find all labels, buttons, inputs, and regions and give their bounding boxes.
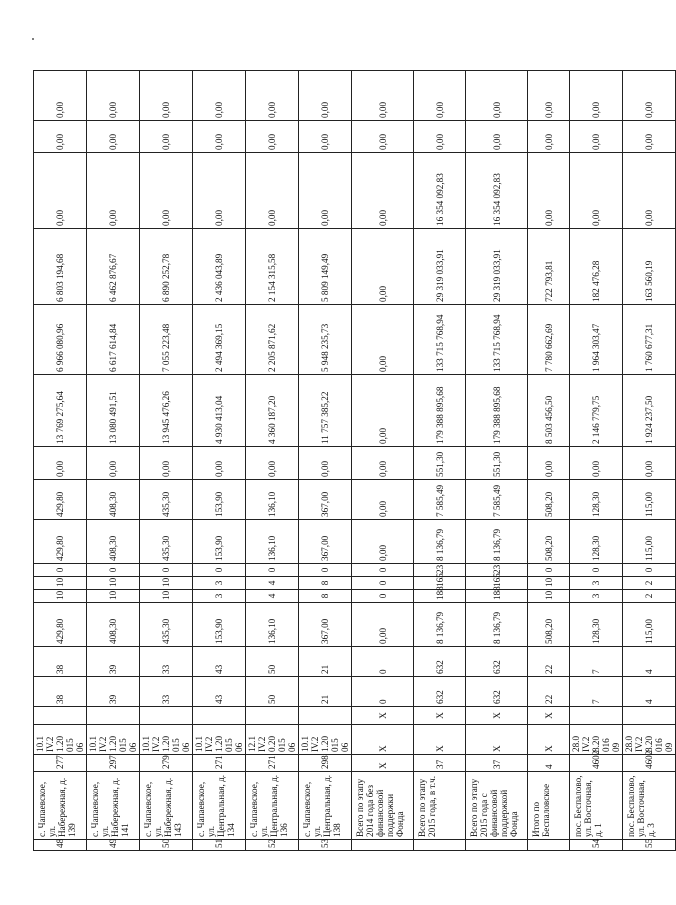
cell-col10: 23 [466, 564, 528, 577]
cell-col10: 0 [528, 564, 570, 577]
cell-col19: 0,00 [570, 71, 623, 121]
cell-wall: X [414, 725, 466, 755]
cell-col8: 4 [246, 590, 299, 603]
cell-col16: 6 462 876,67 [87, 229, 140, 305]
cell-col15: 7 780 662,69 [528, 305, 570, 375]
cell-year: 279 [140, 755, 193, 772]
cell-col6: 21 [299, 647, 352, 677]
cell-col7: 8 136,79 [466, 603, 528, 647]
cell-col13: 0,00 [570, 447, 623, 480]
table-body [34, 71, 676, 851]
table-row [87, 71, 140, 851]
cell-no [528, 840, 570, 851]
cell-address: с. Чапаевское, ул. Набережная, д. 139 [34, 772, 87, 840]
cell-col8: 3 [193, 590, 246, 603]
cell-col11: 128,30 [570, 520, 623, 564]
cell-col10: 23 [414, 564, 466, 577]
table-row [528, 71, 570, 851]
cell-col8: 10 [528, 590, 570, 603]
cell-address: Всего по этапу 2014 года без финансовой поддержки Фонда [352, 772, 414, 840]
cell-year: 37 [414, 755, 466, 772]
cell-no: 49 [87, 840, 140, 851]
cell-col17: 0,00 [299, 153, 352, 229]
cell-col8: 3 [570, 590, 623, 603]
cell-no: 54 [570, 840, 623, 851]
cell-col11: 153,90 [193, 520, 246, 564]
table-row [623, 71, 676, 851]
cell-col10: 0 [140, 564, 193, 577]
cell-no: 48 [34, 840, 87, 851]
cell-col8: 10 [34, 590, 87, 603]
cell-col14: 179 388 895,68 [414, 375, 466, 447]
cell-col6: 39 [87, 647, 140, 677]
cell-col18: 0,00 [352, 121, 414, 153]
resettlement-table [33, 70, 676, 851]
cell-col9: 10 [34, 577, 87, 590]
cell-col18: 0,00 [528, 121, 570, 153]
cell-col12: 367,00 [299, 480, 352, 520]
cell-col16: 182 476,28 [570, 229, 623, 305]
cell-col9: 10 [140, 577, 193, 590]
cell-col16: 0,00 [352, 229, 414, 305]
cell-no: 51 [193, 840, 246, 851]
cell-col14: 11 757 385,22 [299, 375, 352, 447]
cell-address: с. Чапаевское, ул. Центральная, д. 136 [246, 772, 299, 840]
cell-no: 52 [246, 840, 299, 851]
cell-col4 [246, 707, 299, 725]
cell-col15: 7 055 223,48 [140, 305, 193, 375]
cell-col19: 0,00 [87, 71, 140, 121]
cell-wall: 12.1 IV.2 0.20 015 06 [246, 725, 299, 755]
cell-address: Итого по Беспаловское [528, 772, 570, 840]
cell-col4: X [466, 707, 528, 725]
table-row [570, 71, 623, 851]
cell-year: 4602 [623, 755, 676, 772]
cell-col16: 6 803 194,68 [34, 229, 87, 305]
cell-address: с. Чапаевское, ул. Центральная, д. 134 [193, 772, 246, 840]
cell-col14: 13 945 476,26 [140, 375, 193, 447]
cell-col11: 435,30 [140, 520, 193, 564]
cell-no: 55 [623, 840, 676, 851]
cell-col14: 8 503 456,50 [528, 375, 570, 447]
cell-col5: 21 [299, 677, 352, 707]
cell-col11: 408,30 [87, 520, 140, 564]
cell-address: пос. Беспалово, ул. Восточная, д. 3 [623, 772, 676, 840]
cell-col19: 0,00 [466, 71, 528, 121]
cell-col17: 0,00 [87, 153, 140, 229]
table-row [140, 71, 193, 851]
cell-col6: 7 [570, 647, 623, 677]
cell-col13: 0,00 [193, 447, 246, 480]
cell-col16: 6 890 252,78 [140, 229, 193, 305]
cell-address: пос. Беспалово, ул. Восточная, д. 1 [570, 772, 623, 840]
cell-col13: 0,00 [352, 447, 414, 480]
cell-col17: 0,00 [193, 153, 246, 229]
cell-col12: 408,30 [87, 480, 140, 520]
cell-col17: 0,00 [570, 153, 623, 229]
cell-col17: 16 354 092,83 [466, 153, 528, 229]
cell-col5: 38 [34, 677, 87, 707]
cell-col15: 5 948 235,73 [299, 305, 352, 375]
table-row [34, 71, 87, 851]
cell-col7: 128,30 [570, 603, 623, 647]
cell-col14: 4 930 413,04 [193, 375, 246, 447]
cell-col5: 632 [414, 677, 466, 707]
cell-col5: 33 [140, 677, 193, 707]
cell-col7: 429,80 [34, 603, 87, 647]
cell-col17: 0,00 [246, 153, 299, 229]
cell-address: Всего по этапу 2015 года с финансовой поддержкой Фонда [466, 772, 528, 840]
cell-wall: 10.1 IV.2 1.20 015 06 [34, 725, 87, 755]
cell-year: 4602 [570, 755, 623, 772]
cell-col12: 435,30 [140, 480, 193, 520]
cell-col14: 2 146 779,75 [570, 375, 623, 447]
cell-col10: 0 [87, 564, 140, 577]
cell-col9: 8 [299, 577, 352, 590]
cell-col6: 0 [352, 647, 414, 677]
cell-col18: 0,00 [193, 121, 246, 153]
cell-col15: 6 617 614,84 [87, 305, 140, 375]
cell-col5: 4 [623, 677, 676, 707]
cell-year: 298 [299, 755, 352, 772]
cell-col15: 0,00 [352, 305, 414, 375]
cell-col10: 0 [570, 564, 623, 577]
cell-col18: 0,00 [87, 121, 140, 153]
cell-col6: 632 [466, 647, 528, 677]
table-row [299, 71, 352, 851]
cell-col11: 115,00 [623, 520, 676, 564]
cell-col5: 39 [87, 677, 140, 707]
cell-col7: 435,30 [140, 603, 193, 647]
cell-col6: 43 [193, 647, 246, 677]
cell-col4: X [352, 707, 414, 725]
cell-year: 4 [528, 755, 570, 772]
cell-col9: 165 [414, 577, 466, 590]
cell-col14: 13 769 275,64 [34, 375, 87, 447]
cell-col5: 50 [246, 677, 299, 707]
cell-wall: X [352, 725, 414, 755]
cell-col7: 115,00 [623, 603, 676, 647]
cell-col8: 0 [352, 590, 414, 603]
cell-col19: 0,00 [193, 71, 246, 121]
cell-col19: 0,00 [34, 71, 87, 121]
cell-col7: 153,90 [193, 603, 246, 647]
scan-speck [32, 38, 34, 40]
cell-col15: 1 760 677,31 [623, 305, 676, 375]
cell-col9: 4 [246, 577, 299, 590]
cell-col4 [140, 707, 193, 725]
cell-col6: 632 [414, 647, 466, 677]
cell-col14: 1 924 237,50 [623, 375, 676, 447]
cell-col12: 508,20 [528, 480, 570, 520]
cell-col8: 188 [466, 590, 528, 603]
cell-col4 [87, 707, 140, 725]
cell-col10: 0 [34, 564, 87, 577]
cell-col18: 0,00 [466, 121, 528, 153]
cell-col16: 5 809 149,49 [299, 229, 352, 305]
cell-col13: 0,00 [140, 447, 193, 480]
cell-col16: 2 154 315,58 [246, 229, 299, 305]
cell-col15: 2 205 871,62 [246, 305, 299, 375]
cell-col13: 0,00 [528, 447, 570, 480]
cell-col14: 4 360 187,20 [246, 375, 299, 447]
cell-wall: 28.0 IV.2 8.20 016 09 [623, 725, 676, 755]
cell-col12: 153,90 [193, 480, 246, 520]
cell-no: 53 [299, 840, 352, 851]
cell-wall: 28.0 IV.2 8.20 016 09 [570, 725, 623, 755]
cell-col19: 0,00 [246, 71, 299, 121]
cell-wall: 10.1 IV.2 1.20 015 06 [299, 725, 352, 755]
cell-col16: 29 319 033,91 [466, 229, 528, 305]
cell-col12: 136,10 [246, 480, 299, 520]
cell-address: с. Чапаевское, ул. Набережная, д. 143 [140, 772, 193, 840]
cell-col6: 4 [623, 647, 676, 677]
cell-col12: 429,80 [34, 480, 87, 520]
cell-col8: 10 [140, 590, 193, 603]
cell-col19: 0,00 [414, 71, 466, 121]
cell-col4 [34, 707, 87, 725]
cell-col11: 429,80 [34, 520, 87, 564]
cell-col11: 0,00 [352, 520, 414, 564]
cell-col15: 1 964 303,47 [570, 305, 623, 375]
cell-year: 271 [193, 755, 246, 772]
cell-col4: X [414, 707, 466, 725]
cell-col16: 29 319 033,91 [414, 229, 466, 305]
cell-wall: X [528, 725, 570, 755]
cell-year: 271 [246, 755, 299, 772]
cell-col5: 43 [193, 677, 246, 707]
cell-col11: 508,20 [528, 520, 570, 564]
cell-col16: 163 560,19 [623, 229, 676, 305]
cell-col13: 551,30 [466, 447, 528, 480]
cell-col9: 165 [466, 577, 528, 590]
cell-col17: 0,00 [352, 153, 414, 229]
cell-wall: X [466, 725, 528, 755]
cell-col13: 551,30 [414, 447, 466, 480]
cell-col7: 0,00 [352, 603, 414, 647]
table-row [246, 71, 299, 851]
cell-col19: 0,00 [623, 71, 676, 121]
cell-col19: 0,00 [140, 71, 193, 121]
cell-address: с. Чапаевское, ул. Набережная, д. 141 [87, 772, 140, 840]
cell-col13: 0,00 [87, 447, 140, 480]
cell-address: с. Чапаевское, ул. Центральная, д. 138 [299, 772, 352, 840]
cell-col7: 408,30 [87, 603, 140, 647]
cell-col7: 136,10 [246, 603, 299, 647]
cell-col16: 722 793,81 [528, 229, 570, 305]
cell-year: 277 [34, 755, 87, 772]
cell-col13: 0,00 [623, 447, 676, 480]
cell-col18: 0,00 [623, 121, 676, 153]
cell-col15: 133 715 768,94 [466, 305, 528, 375]
cell-col10: 0 [623, 564, 676, 577]
cell-col13: 0,00 [34, 447, 87, 480]
cell-col18: 0,00 [34, 121, 87, 153]
cell-col7: 8 136,79 [414, 603, 466, 647]
cell-col16: 2 436 043,89 [193, 229, 246, 305]
cell-col18: 0,00 [299, 121, 352, 153]
cell-col13: 0,00 [299, 447, 352, 480]
cell-col15: 133 715 768,94 [414, 305, 466, 375]
cell-wall: 10.1 IV.2 1.20 015 06 [87, 725, 140, 755]
cell-col8: 8 [299, 590, 352, 603]
cell-col19: 0,00 [528, 71, 570, 121]
cell-col6: 22 [528, 647, 570, 677]
cell-col8: 10 [87, 590, 140, 603]
cell-col15: 6 966 080,96 [34, 305, 87, 375]
cell-col5: 7 [570, 677, 623, 707]
cell-col11: 367,00 [299, 520, 352, 564]
table-row [466, 71, 528, 851]
cell-col19: 0,00 [352, 71, 414, 121]
cell-col12: 128,30 [570, 480, 623, 520]
cell-col8: 2 [623, 590, 676, 603]
cell-col19: 0,00 [299, 71, 352, 121]
cell-col9: 10 [87, 577, 140, 590]
cell-col17: 16 354 092,83 [414, 153, 466, 229]
cell-col14: 0,00 [352, 375, 414, 447]
cell-year: 37 [466, 755, 528, 772]
cell-col9: 2 [623, 577, 676, 590]
cell-col14: 179 388 895,68 [466, 375, 528, 447]
cell-no [352, 840, 414, 851]
cell-col17: 0,00 [528, 153, 570, 229]
cell-no [466, 840, 528, 851]
cell-col9: 0 [352, 577, 414, 590]
cell-col10: 0 [246, 564, 299, 577]
cell-col12: 7 585,49 [466, 480, 528, 520]
cell-col10: 0 [193, 564, 246, 577]
cell-col11: 8 136,79 [466, 520, 528, 564]
cell-col4 [299, 707, 352, 725]
table-row [352, 71, 414, 851]
cell-col18: 0,00 [570, 121, 623, 153]
cell-col4 [623, 707, 676, 725]
cell-col10: 0 [299, 564, 352, 577]
cell-col6: 33 [140, 647, 193, 677]
cell-col17: 0,00 [140, 153, 193, 229]
cell-col4 [570, 707, 623, 725]
cell-col17: 0,00 [34, 153, 87, 229]
cell-col9: 10 [528, 577, 570, 590]
cell-col5: 0 [352, 677, 414, 707]
cell-col12: 7 585,49 [414, 480, 466, 520]
cell-col6: 38 [34, 647, 87, 677]
cell-col18: 0,00 [414, 121, 466, 153]
cell-col7: 508,20 [528, 603, 570, 647]
cell-col13: 0,00 [246, 447, 299, 480]
cell-col11: 8 136,79 [414, 520, 466, 564]
cell-col9: 3 [193, 577, 246, 590]
cell-col17: 0,00 [623, 153, 676, 229]
cell-col15: 2 494 369,15 [193, 305, 246, 375]
cell-col5: 22 [528, 677, 570, 707]
cell-col18: 0,00 [246, 121, 299, 153]
cell-col14: 13 080 491,51 [87, 375, 140, 447]
cell-year: 297 [87, 755, 140, 772]
cell-col5: 632 [466, 677, 528, 707]
cell-col11: 136,10 [246, 520, 299, 564]
table-row [193, 71, 246, 851]
cell-col4: X [528, 707, 570, 725]
table-row [414, 71, 466, 851]
cell-col9: 3 [570, 577, 623, 590]
cell-col12: 0,00 [352, 480, 414, 520]
cell-col7: 367,00 [299, 603, 352, 647]
cell-col10: 0 [352, 564, 414, 577]
cell-address: Всего по этапу 2015 года, в т.ч. [414, 772, 466, 840]
cell-wall: 10.1 IV.2 1.20 015 06 [193, 725, 246, 755]
cell-no: 50 [140, 840, 193, 851]
cell-col18: 0,00 [140, 121, 193, 153]
cell-wall: 10.1 IV.2 1.20 015 06 [140, 725, 193, 755]
cell-col6: 50 [246, 647, 299, 677]
cell-col12: 115,00 [623, 480, 676, 520]
cell-no [414, 840, 466, 851]
cell-col8: 188 [414, 590, 466, 603]
rotated-page [33, 71, 674, 851]
cell-col4 [193, 707, 246, 725]
cell-year: X [352, 755, 414, 772]
